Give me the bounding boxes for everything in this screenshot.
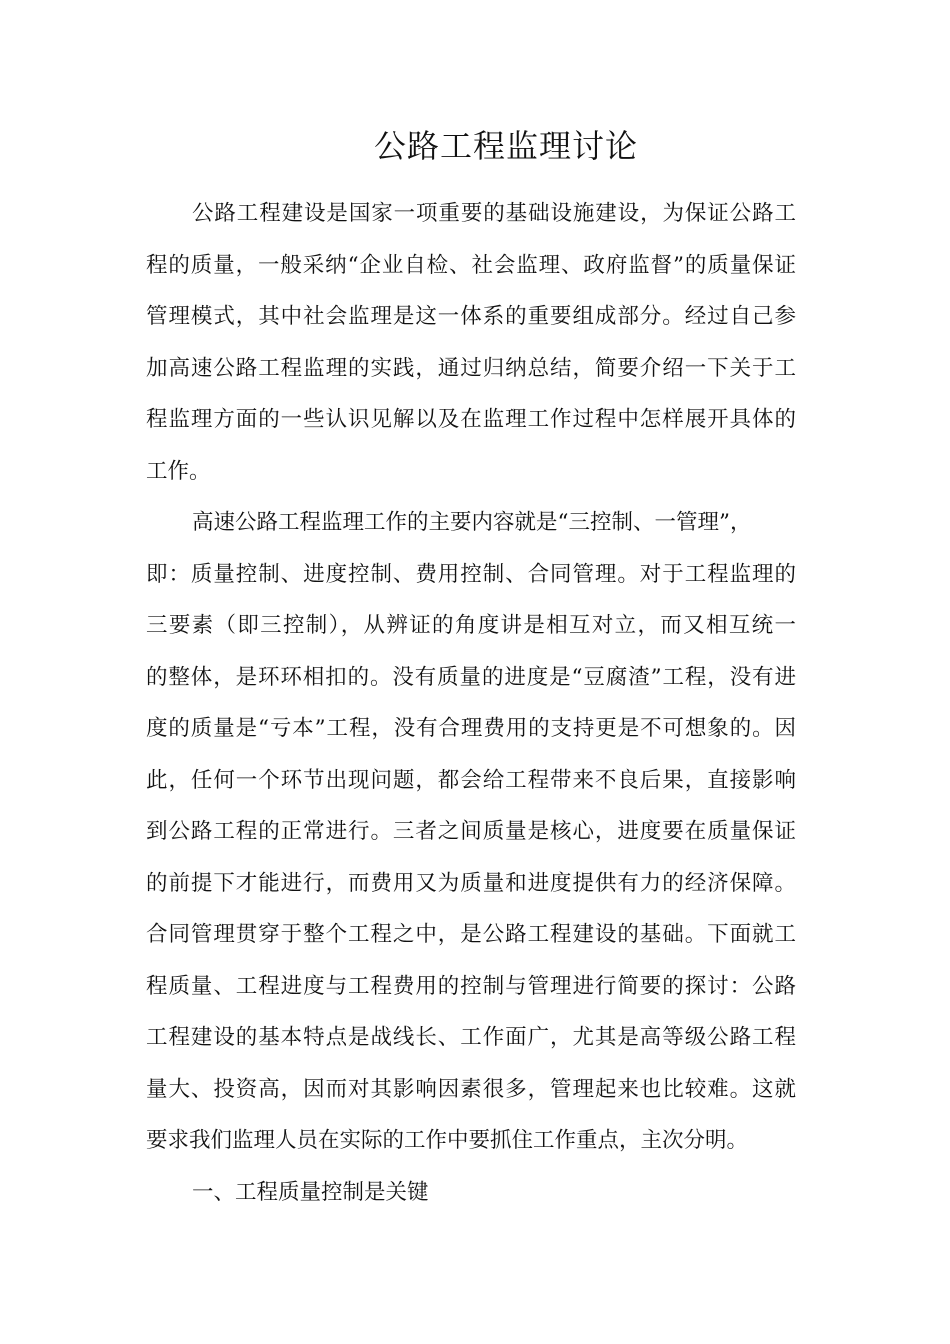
paragraph-line: 的整体，是环环相扣的。没有质量的进度是“豆腐渣”工程，没有进 [146, 665, 796, 690]
paragraph-line: 工程建设的基本特点是战线长、工作面广，尤其是高等级公路工程 [146, 1025, 796, 1050]
paragraph-line: 加高速公路工程监理的实践，通过归纳总结，简要介绍一下关于工 [146, 356, 796, 381]
paragraph-line: 程的质量，一般采纳“企业自检、社会监理、政府监督”的质量保证 [146, 253, 796, 278]
paragraph-line: 此，任何一个环节出现问题，都会给工程带来不良后果，直接影响 [146, 768, 796, 793]
document-title: 公路工程监理讨论 [373, 127, 638, 165]
paragraph-line: 高速公路工程监理工作的主要内容就是“三控制、一管理”， [192, 510, 752, 535]
paragraph-line: 程监理方面的一些认识见解以及在监理工作过程中怎样展开具体的 [146, 407, 796, 432]
paragraph-line: 量大、投资高，因而对其影响因素很多，管理起来也比较难。这就 [146, 1077, 796, 1102]
paragraph-line: 即：质量控制、进度控制、费用控制、合同管理。对于工程监理的 [146, 562, 796, 587]
paragraph-line: 要求我们监理人员在实际的工作中要抓住工作重点，主次分明。 [146, 1128, 749, 1153]
paragraph-line: 工作。 [146, 459, 211, 484]
paragraph-line: 程质量、工程进度与工程费用的控制与管理进行简要的探讨：公路 [146, 974, 796, 999]
paragraph-line: 到公路工程的正常进行。三者之间质量是核心，进度要在质量保证 [146, 819, 796, 844]
paragraph-line: 管理模式，其中社会监理是这一体系的重要组成部分。经过自己参 [146, 304, 796, 329]
paragraph-line: 的前提下才能进行，而费用又为质量和进度提供有力的经济保障。 [146, 871, 796, 896]
section-heading: 一、工程质量控制是关键 [192, 1180, 429, 1205]
paragraph-line: 三要素（即三控制），从辨证的角度讲是相互对立，而又相互统一 [146, 613, 796, 638]
paragraph-line: 公路工程建设是国家一项重要的基础设施建设，为保证公路工 [192, 201, 796, 226]
paragraph-line: 度的质量是“亏本”工程，没有合理费用的支持更是不可想象的。因 [146, 716, 796, 741]
paragraph-line: 合同管理贯穿于整个工程之中，是公路工程建设的基础。下面就工 [146, 922, 796, 947]
